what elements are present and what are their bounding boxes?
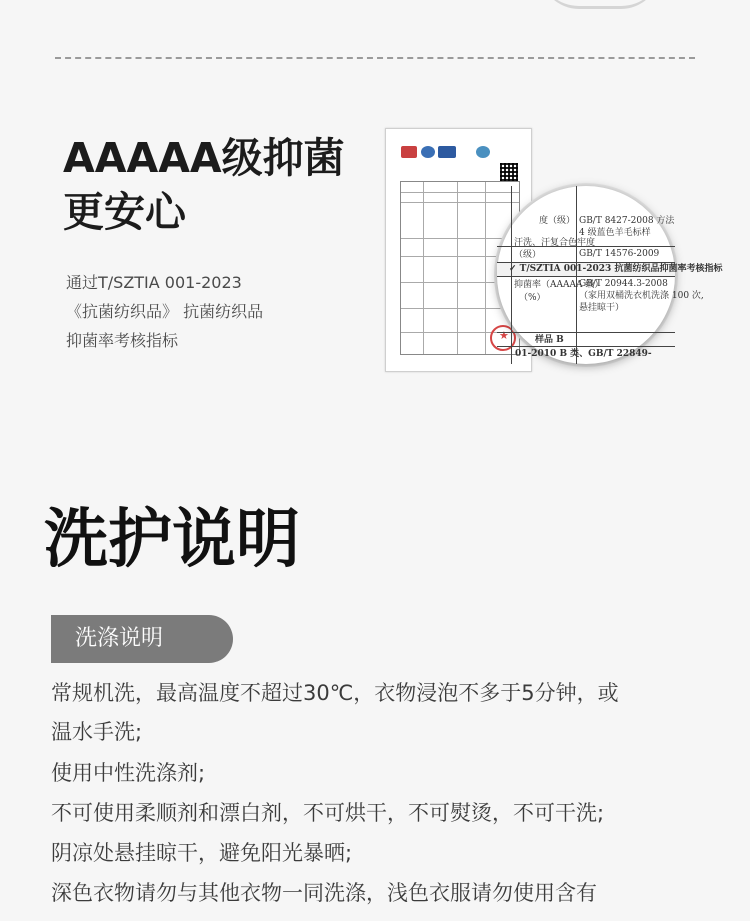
cnas-logo-icon xyxy=(438,146,456,158)
zoom-text: 汗洗、汗复合色牢度 xyxy=(514,238,596,248)
care-instruction: 常规机洗，最高温度不超过30℃，衣物浸泡不多于5分钟，或 xyxy=(51,681,619,705)
zoom-text: GB/T 8427-2008 方法 xyxy=(579,216,675,226)
standard-line-2: 《抗菌纺织品》 抗菌纺织品 xyxy=(66,302,264,321)
care-instruction: 阴凉处悬挂晾干，避免阳光暴晒; xyxy=(51,841,353,865)
zoom-text: 01-2010 B 类、GB/T 22849- xyxy=(515,349,652,359)
zoom-text: 悬挂晾干） xyxy=(579,303,625,313)
zoom-text: ✓ T/SZTIA 001-2023 抗菌纺织品抑菌率考核指标 xyxy=(509,264,723,274)
zoom-text: 度（级） xyxy=(539,216,576,226)
lab-seal-icon xyxy=(476,146,490,158)
zoom-text: 抑菌率（AAAAA 级） xyxy=(514,280,604,290)
standard-line-1: 通过T/SZTIA 001-2023 xyxy=(66,273,242,292)
report-magnifier xyxy=(497,186,723,364)
certification-logos xyxy=(401,146,481,158)
zoom-text: GB/T 14576-2009 xyxy=(579,249,660,259)
red-stamp-icon: ★ xyxy=(490,325,516,351)
zoom-text: 样品 B xyxy=(535,335,564,345)
washing-instructions-tab-label: 洗涤说明 xyxy=(75,626,164,651)
qr-code-icon xyxy=(500,163,518,181)
care-instruction: 深色衣物请勿与其他衣物一同洗涤，浅色衣服请勿使用含有 xyxy=(51,881,597,905)
zoom-text: GB/T 20944.3-2008 xyxy=(579,279,668,289)
care-title: 洗护说明 xyxy=(44,503,300,577)
cma-logo-icon xyxy=(401,146,417,158)
dashed-divider xyxy=(55,57,695,59)
zoom-text: （家用双桶洗衣机洗涤 100 次, xyxy=(579,291,704,301)
ilac-logo-icon xyxy=(421,146,435,158)
care-instruction: 使用中性洗涤剂; xyxy=(51,761,206,785)
standard-line-3: 抑菌率考核指标 xyxy=(66,331,179,350)
care-instruction: 不可使用柔顺剂和漂白剂，不可烘干，不可熨烫，不可干洗; xyxy=(51,801,605,825)
washing-instructions-tab xyxy=(51,615,233,663)
top-decoration-arc xyxy=(540,0,660,9)
care-instruction: 温水手洗; xyxy=(51,720,143,744)
antibacterial-subheading: 更安心 xyxy=(63,188,186,236)
antibacterial-heading: AAAAA级抑菌 xyxy=(63,134,345,182)
zoom-text: （%） xyxy=(519,293,546,303)
zoom-text: 4 级蓝色羊毛标样 xyxy=(579,228,651,238)
zoom-text: （级） xyxy=(514,250,542,260)
